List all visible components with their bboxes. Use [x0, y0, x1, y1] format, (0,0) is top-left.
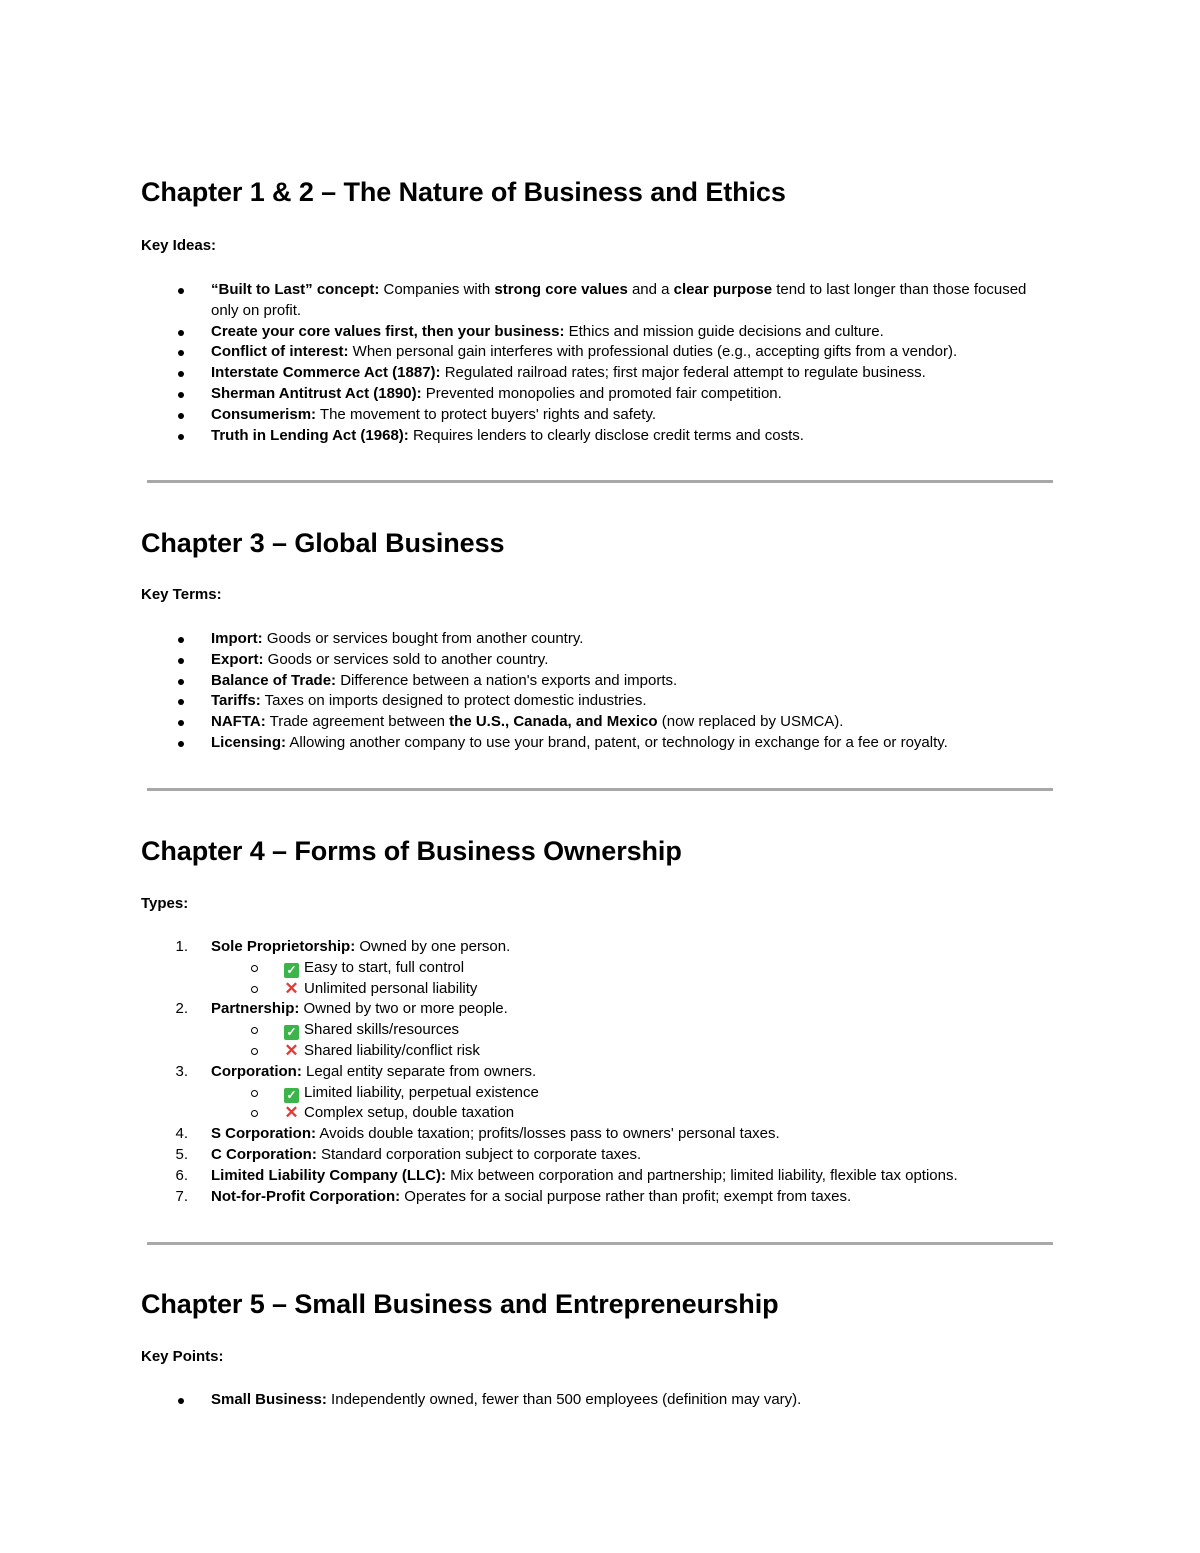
list-number: 7.	[175, 1187, 188, 1205]
section-divider	[147, 480, 1053, 483]
bullet-icon	[178, 434, 184, 440]
cross-mark-icon: ✕	[284, 1040, 299, 1060]
con-point-text: Shared liability/conflict risk	[304, 1041, 480, 1059]
cross-mark-icon: ✕	[284, 1103, 299, 1123]
numbered-list	[141, 937, 1053, 1207]
list-number: 6.	[175, 1166, 188, 1184]
section-divider	[147, 1242, 1053, 1245]
term-label: Partnership:	[211, 1000, 300, 1018]
term-text: Legal entity separate from owners.	[301, 1062, 537, 1080]
bullet-icon	[178, 392, 184, 398]
list-item	[141, 629, 1053, 650]
section-subhead: Types:	[141, 895, 189, 912]
section-title: Chapter 3 – Global Business	[141, 528, 505, 558]
bullet-icon	[178, 741, 184, 747]
list-item	[141, 650, 1053, 671]
hollow-bullet-icon	[251, 986, 258, 993]
list-number: 4.	[175, 1125, 188, 1143]
hollow-bullet-icon	[251, 1090, 258, 1097]
pro-point-text: Limited liability, perpetual existence	[304, 1083, 539, 1101]
con-point-text: Complex setup, double taxation	[304, 1104, 515, 1122]
list-item	[141, 712, 1053, 733]
section-chapter-1-2	[141, 175, 1053, 444]
section-subhead: Key Terms:	[141, 586, 222, 603]
pro-point	[141, 1020, 1053, 1041]
con-point-text: Unlimited personal liability	[304, 979, 478, 997]
term-text: Requires lenders to clearly disclose credit terms and costs.	[408, 426, 804, 444]
term-text: tend to last longer than those focused only on profit.	[211, 281, 1027, 319]
bullet-icon	[178, 413, 184, 419]
section-title: Chapter 1 & 2 – The Nature of Business and Ethics	[141, 177, 786, 207]
list-item	[141, 342, 1053, 363]
pro-point	[141, 958, 1053, 979]
term-text: (now replaced by USMCA).	[657, 713, 844, 731]
term-label: Conflict of interest:	[211, 343, 349, 361]
list-item	[141, 1062, 1053, 1083]
bullet-icon	[178, 371, 184, 377]
list-number: 1.	[175, 938, 188, 955]
term-text: and a	[627, 281, 674, 298]
list-item	[141, 1390, 1053, 1411]
term-label: Export:	[211, 650, 264, 668]
list-item	[141, 937, 1053, 958]
term-text: Independently owned, fewer than 500 employees (definition may vary).	[326, 1391, 802, 1408]
term-label: “Built to Last” concept:	[211, 281, 380, 298]
section-title: Chapter 4 – Forms of Business Ownership	[141, 836, 682, 866]
bullet-icon	[178, 1398, 184, 1404]
bullet-list	[141, 1390, 1053, 1411]
term-text: Ethics and mission guide decisions and culture.	[564, 322, 884, 340]
bullet-list	[141, 629, 1053, 754]
list-item	[141, 671, 1053, 692]
section-chapter-5	[141, 1287, 1053, 1408]
term-text: Operates for a social purpose rather than profit; exempt from taxes.	[400, 1187, 852, 1205]
check-mark-icon: ✓	[284, 1025, 299, 1040]
term-label: Sole Proprietorship:	[211, 938, 356, 955]
term-label: Limited Liability Company (LLC):	[211, 1166, 446, 1184]
list-item	[141, 691, 1053, 712]
bullet-icon	[178, 637, 184, 643]
pro-point-text: Easy to start, full control	[304, 958, 465, 976]
con-point	[141, 1103, 1053, 1124]
term-text: Companies with	[379, 281, 495, 298]
term-text: Owned by one person.	[355, 938, 511, 955]
term-label: Consumerism:	[211, 405, 317, 423]
bullet-icon	[178, 350, 184, 356]
term-text: Avoids double taxation; profits/losses pass to owners' personal taxes.	[316, 1125, 780, 1143]
term-text: The movement to protect buyers' rights and safety.	[316, 405, 657, 423]
section-subhead: Key Ideas:	[141, 237, 217, 254]
list-number: 3.	[175, 1062, 188, 1080]
term-text: Standard corporation subject to corporate taxes.	[316, 1145, 642, 1163]
bullet-list	[141, 280, 1053, 446]
hollow-bullet-icon	[251, 965, 258, 972]
hollow-bullet-icon	[251, 1048, 258, 1055]
term-text: Prevented monopolies and promoted fair competition.	[421, 384, 782, 402]
list-item	[141, 1166, 1053, 1187]
term-label: strong core values	[494, 281, 628, 298]
term-text: Mix between corporation and partnership; limited liability, flexible tax options.	[446, 1166, 958, 1184]
check-mark-icon: ✓	[284, 963, 299, 978]
term-text: Owned by two or more people.	[299, 1000, 508, 1018]
list-number: 2.	[175, 1000, 188, 1018]
term-label: the U.S., Canada, and Mexico	[449, 713, 658, 731]
term-label: Tariffs:	[211, 692, 261, 710]
section-divider	[147, 788, 1053, 791]
list-item	[141, 405, 1053, 426]
hollow-bullet-icon	[251, 1027, 258, 1034]
term-label: Interstate Commerce Act (1887):	[211, 364, 441, 382]
list-item	[141, 384, 1053, 405]
cross-mark-icon: ✕	[284, 978, 299, 998]
term-label: Small Business:	[211, 1391, 327, 1408]
term-label: Sherman Antitrust Act (1890):	[211, 384, 422, 402]
list-item	[141, 1124, 1053, 1145]
bullet-icon	[178, 288, 184, 294]
term-label: Truth in Lending Act (1968):	[211, 426, 409, 444]
term-label: Import:	[211, 630, 263, 647]
list-item	[141, 426, 1053, 447]
term-text: Allowing another company to use your brand, patent, or technology in exchange for a fee or royalty.	[286, 733, 948, 751]
term-text: Goods or services sold to another country.	[263, 650, 549, 668]
pro-point-text: Shared skills/resources	[304, 1021, 460, 1039]
list-item	[141, 280, 1053, 322]
check-mark-icon: ✓	[284, 1088, 299, 1103]
list-number: 5.	[175, 1145, 188, 1163]
term-label: Corporation:	[211, 1062, 302, 1080]
bullet-icon	[178, 679, 184, 685]
term-label: Create your core values first, then your business:	[211, 322, 565, 340]
bullet-icon	[178, 658, 184, 664]
term-label: Balance of Trade:	[211, 671, 337, 689]
term-label: NAFTA:	[211, 713, 266, 731]
term-text: Difference between a nation's exports and imports.	[336, 671, 678, 689]
section-chapter-4	[141, 834, 1053, 1205]
con-point	[141, 1041, 1053, 1062]
term-text: Trade agreement between	[265, 713, 450, 731]
term-text: Taxes on imports designed to protect domestic industries.	[260, 692, 647, 710]
list-item	[141, 363, 1053, 384]
list-item	[141, 1145, 1053, 1166]
pro-point	[141, 1083, 1053, 1104]
list-item	[141, 999, 1053, 1020]
list-item	[141, 322, 1053, 343]
bullet-icon	[178, 699, 184, 705]
bullet-icon	[178, 720, 184, 726]
section-subhead: Key Points:	[141, 1348, 224, 1365]
term-label: Licensing:	[211, 733, 287, 751]
bullet-icon	[178, 330, 184, 336]
term-label: Not-for-Profit Corporation:	[211, 1187, 401, 1205]
con-point	[141, 979, 1053, 1000]
term-label: S Corporation:	[211, 1125, 316, 1143]
list-item	[141, 1187, 1053, 1208]
section-title: Chapter 5 – Small Business and Entrepreneurship	[141, 1289, 779, 1319]
term-text: When personal gain interferes with professional duties (e.g., accepting gifts from a vendor).	[348, 343, 958, 361]
hollow-bullet-icon	[251, 1110, 258, 1117]
term-text: Regulated railroad rates; first major federal attempt to regulate business.	[440, 364, 926, 382]
term-label: C Corporation:	[211, 1145, 317, 1163]
term-text: Goods or services bought from another country.	[262, 630, 584, 647]
section-chapter-3	[141, 526, 1053, 751]
term-label: clear purpose	[673, 281, 773, 298]
list-item	[141, 733, 1053, 754]
